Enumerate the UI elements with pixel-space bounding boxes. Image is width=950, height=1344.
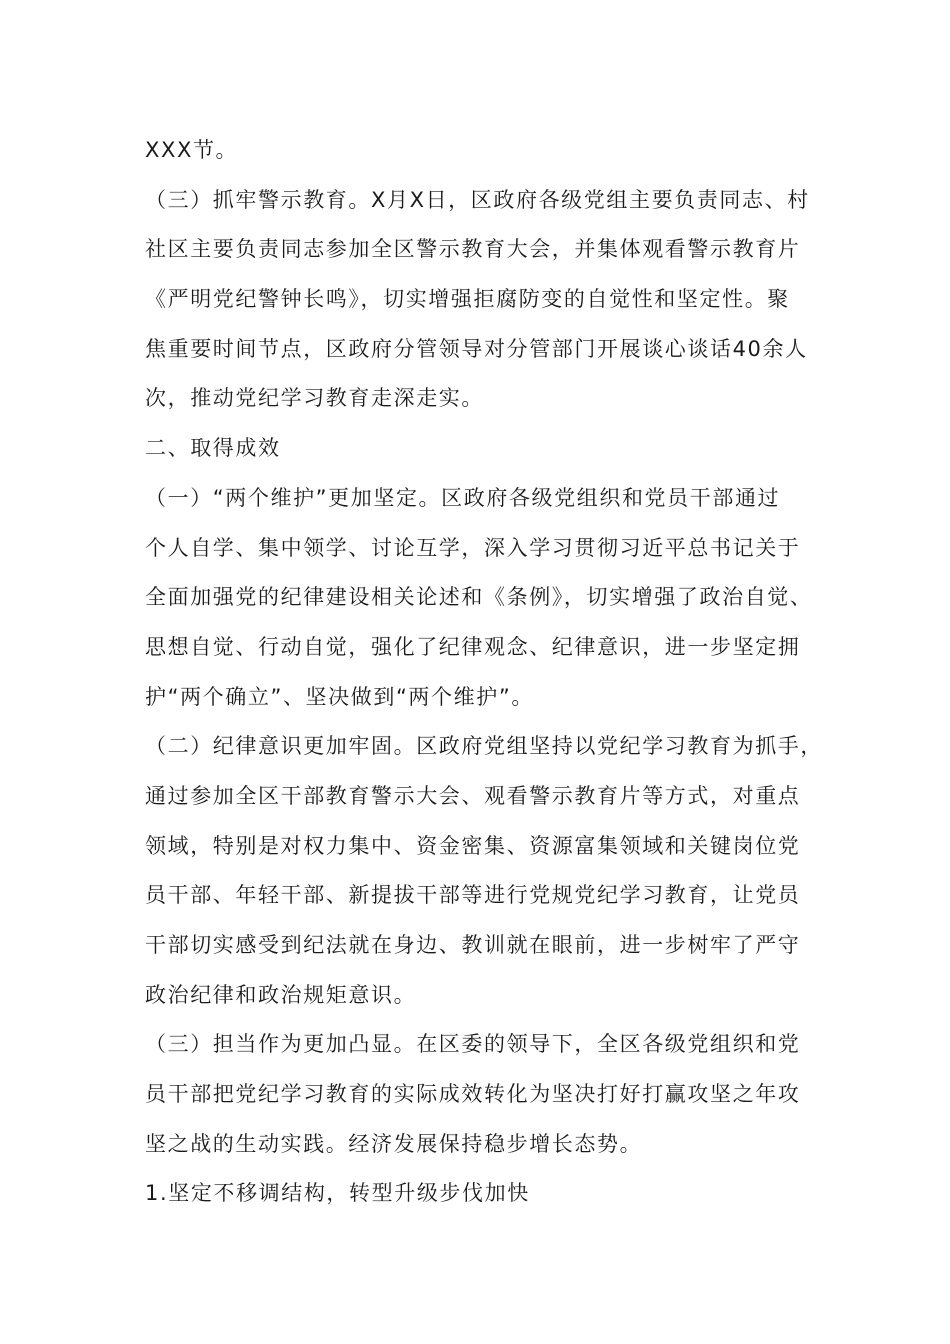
text-line: 全面加强党的纪律建设相关论述和《条例》，切实增强了政治自觉、 <box>145 585 813 610</box>
text-line: 次，推动党纪学习教育走深走实。 <box>145 386 484 411</box>
text-line: （三）担当作为更加凸显。在区委的领导下，全区各级党组织和党 <box>145 1032 801 1057</box>
subsection-heading: 1.坚定不移调结构，转型升级步伐加快 <box>145 1181 530 1206</box>
text-line: 思想自觉、行动自觉，强化了纪律观念、纪律意识，进一步坚定拥 <box>145 634 801 659</box>
section-heading: 二、取得成效 <box>145 436 281 461</box>
text-line: 领域，特别是对权力集中、资金密集、资源富集领域和关键岗位党 <box>145 833 801 858</box>
text-line: 护“两个确立”、坚决做到“两个维护”。 <box>145 684 534 709</box>
document-body <box>145 126 835 1219</box>
text-line: 社区主要负责同志参加全区警示教育大会，并集体观看警示教育片 <box>145 237 801 262</box>
text-line: 员干部把党纪学习教育的实际成效转化为坚决打好打赢攻坚之年攻 <box>145 1082 801 1107</box>
text-line: 焦重要时间节点，区政府分管领导对分管部门开展谈心谈话40余人 <box>145 336 808 361</box>
text-line: 通过参加全区干部教育警示大会、观看警示教育片等方式，对重点 <box>145 783 801 808</box>
text-line: （一）“两个维护”更加坚定。区政府各级党组织和党员干部通过 <box>145 485 781 510</box>
text-line: 坚之战的生动实践。经济发展保持稳步增长态势。 <box>145 1131 643 1156</box>
text-line: 《严明党纪警钟长鸣》，切实增强拒腐防变的自觉性和坚定性。聚 <box>145 287 790 312</box>
text-line: （三）抓牢警示教育。X月X日，区政府各级党组主要负责同志、村 <box>145 187 810 212</box>
text-line: 员干部、年轻干部、新提拔干部等进行党规党纪学习教育，让党员 <box>145 883 801 908</box>
text-line: XXX节。 <box>145 138 239 162</box>
text-line: 干部切实感受到纪法就在身边、教训就在眼前，进一步树牢了严守 <box>145 933 801 957</box>
text-line: 个人自学、集中领学、讨论互学，深入学习贯彻习近平总书记关于 <box>145 535 801 560</box>
text-line: （二）纪律意识更加牢固。区政府党组坚持以党纪学习教育为抓手， <box>145 734 823 759</box>
text-line: 政治纪律和政治规矩意识。 <box>145 982 417 1007</box>
